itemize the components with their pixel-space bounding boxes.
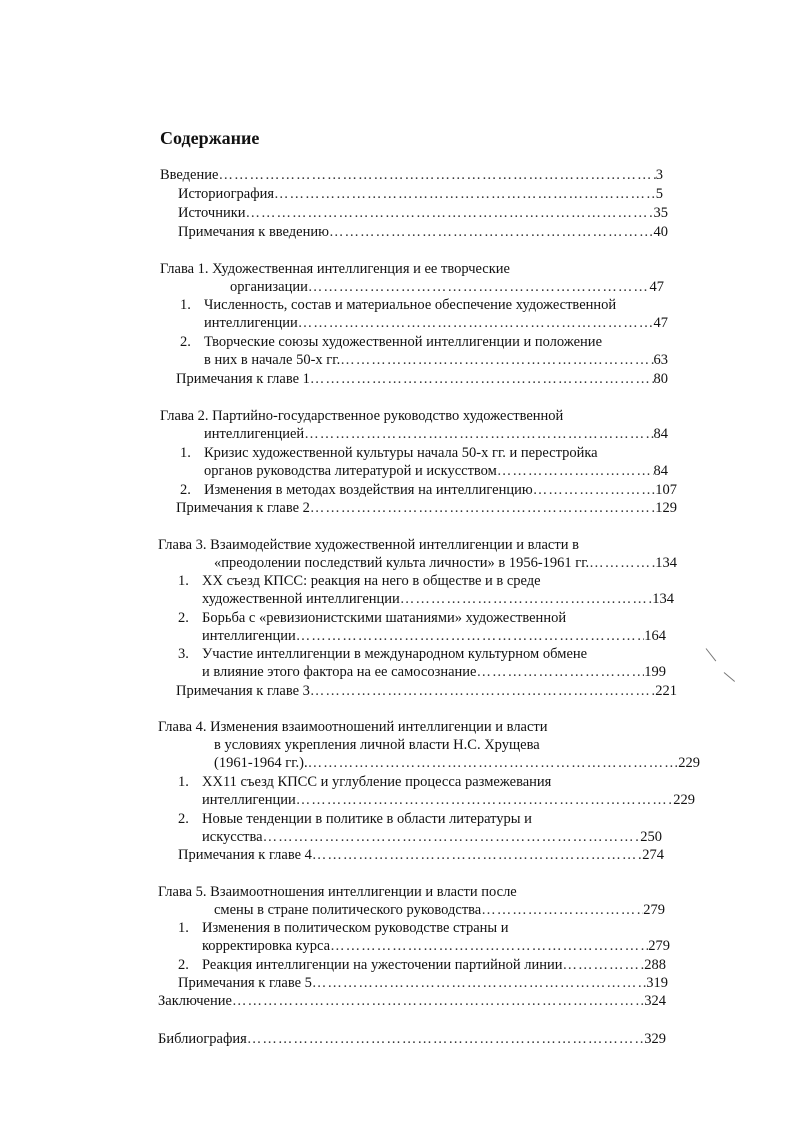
toc-dot-leader <box>296 627 644 645</box>
toc-section-number: 2. <box>178 957 189 973</box>
toc-page-number: 40 <box>653 224 668 240</box>
toc-dot-leader <box>310 499 655 517</box>
toc-dot-leader <box>340 351 653 369</box>
toc-chapter-4-section-1-cont[interactable] <box>202 791 695 809</box>
toc-entry-title: Примечания к главе 5 <box>178 975 312 991</box>
toc-entry-title: в них в начале 50-х гг. <box>204 352 341 368</box>
toc-dot-leader <box>310 682 655 700</box>
toc-dot-leader <box>563 956 645 974</box>
toc-page-number: 319 <box>646 975 668 991</box>
toc-chapter-5-notes[interactable] <box>178 974 668 992</box>
toc-page-number: 164 <box>644 628 666 644</box>
toc-chapter-4-section-1[interactable] <box>178 773 551 791</box>
toc-chapter-2-section-1[interactable] <box>180 444 598 462</box>
toc-dot-leader <box>246 204 654 222</box>
page-title: Содержание <box>160 128 260 148</box>
toc-page-number: 35 <box>653 205 668 221</box>
toc-dot-leader <box>263 828 641 846</box>
toc-entry-title: Примечания к главе 2 <box>176 500 310 516</box>
toc-chapter-2-title-cont[interactable] <box>204 425 668 443</box>
toc-chapter-1-section-1[interactable] <box>180 296 616 314</box>
toc-entry-title: Реакция интеллигенции на ужесточении партийной линии <box>202 957 563 973</box>
toc-page-number: 84 <box>653 463 668 479</box>
toc-section-number: 2. <box>178 610 189 626</box>
toc-chapter-4-title-cont[interactable]: в условиях укрепления личной власти Н.С. Хрущева <box>214 737 540 753</box>
toc-entry-title: (1961-1964 гг.). <box>214 755 308 771</box>
toc-page-number: 279 <box>648 938 670 954</box>
toc-entry-title: «преодолении последствий культа личности» в 1956-1961 гг. <box>214 555 590 571</box>
toc-page-number: 329 <box>644 1031 666 1047</box>
toc-chapter-3-title[interactable]: Глава 3. Взаимодействие художественной интеллигенции и власти в <box>158 537 579 553</box>
toc-dot-leader <box>274 185 656 203</box>
toc-chapter-3-section-3-cont[interactable] <box>202 663 666 681</box>
toc-page-number: 288 <box>644 957 666 973</box>
toc-dot-leader <box>304 425 653 443</box>
toc-entry-sources[interactable] <box>178 204 668 222</box>
toc-entry-title: интеллигенцией <box>204 426 305 442</box>
scan-mark <box>706 648 717 661</box>
toc-entry-title: Историография <box>178 186 275 202</box>
toc-page-number: 324 <box>644 993 666 1009</box>
toc-page-number: 199 <box>644 664 666 680</box>
toc-entry-title: художественной интеллигенции <box>202 591 400 607</box>
toc-entry-title: интеллигенции <box>202 792 296 808</box>
toc-page-number: 47 <box>653 315 668 331</box>
toc-page-number: 221 <box>655 683 677 699</box>
toc-section-title: XX11 съезд КПСС и углубление процесса размежевания <box>202 774 552 790</box>
toc-dot-leader <box>481 901 643 919</box>
toc-entry-title: Изменения в методах воздействия на интеллигенцию <box>204 482 533 498</box>
toc-chapter-4-section-2-cont[interactable] <box>202 828 662 846</box>
toc-chapter-3-notes[interactable] <box>176 682 677 700</box>
toc-chapter-5-section-2[interactable] <box>178 956 666 974</box>
toc-entry-title: интеллигенции <box>202 628 296 644</box>
toc-chapter-4-title[interactable]: Глава 4. Изменения взаимоотношений интеллигенции и власти <box>158 719 548 735</box>
toc-entry-title: Примечания к введению <box>178 224 329 240</box>
toc-chapter-3-section-2[interactable] <box>178 609 566 627</box>
toc-entry-title: организации <box>230 279 308 295</box>
toc-entry-introduction[interactable] <box>160 166 663 184</box>
toc-dot-leader <box>330 937 648 955</box>
toc-page-number: 229 <box>678 755 700 771</box>
toc-entry-title: интеллигенции <box>204 315 298 331</box>
toc-chapter-3-section-1[interactable] <box>178 572 541 590</box>
toc-dot-leader <box>589 554 655 572</box>
toc-entry-conclusion[interactable] <box>158 992 666 1010</box>
toc-dot-leader <box>308 278 650 296</box>
toc-chapter-2-section-2[interactable] <box>180 481 677 499</box>
toc-entry-historiography[interactable] <box>178 185 663 203</box>
toc-entry-title: Примечания к главе 4 <box>178 847 312 863</box>
toc-chapter-4-section-2[interactable] <box>178 810 532 828</box>
toc-chapter-1-section-2-cont[interactable] <box>204 351 668 369</box>
toc-section-number: 3. <box>178 646 189 662</box>
toc-section-number: 1. <box>178 573 189 589</box>
toc-entry-title: и влияние этого фактора на ее самосознание <box>202 664 477 680</box>
toc-section-number: 2. <box>178 811 189 827</box>
toc-chapter-5-section-1[interactable] <box>178 919 509 937</box>
toc-dot-leader <box>476 663 644 681</box>
toc-page-number: 229 <box>673 792 695 808</box>
toc-entry-title: корректировка курса <box>202 938 331 954</box>
toc-page-number: 274 <box>642 847 664 863</box>
toc-chapter-2-section-1-cont[interactable] <box>204 462 668 480</box>
toc-entry-title: Заключение <box>158 993 232 1009</box>
toc-section-number: 1. <box>180 297 191 313</box>
toc-dot-leader <box>312 974 646 992</box>
toc-entry-bibliography[interactable] <box>158 1030 666 1048</box>
toc-dot-leader <box>308 754 679 772</box>
toc-dot-leader <box>218 166 655 184</box>
toc-chapter-2-title[interactable]: Глава 2. Партийно-государственное руководство художественной <box>160 408 564 424</box>
toc-page-number: 129 <box>655 500 677 516</box>
toc-entry-title: смены в стране политического руководства <box>214 902 482 918</box>
toc-page-number: 84 <box>653 426 668 442</box>
toc-section-title: XX съезд КПСС: реакция на него в обществе и в среде <box>202 573 541 589</box>
toc-chapter-1-title[interactable]: Глава 1. Художественная интеллигенция и ее творческие <box>160 261 510 277</box>
toc-section-title: Участие интеллигенции в международном культурном обмене <box>202 646 588 662</box>
toc-section-number: 1. <box>180 445 191 461</box>
toc-section-title: Численность, состав и материальное обеспечение художественной <box>204 297 617 313</box>
toc-chapter-3-title-cont[interactable] <box>214 554 677 572</box>
toc-dot-leader <box>232 992 644 1010</box>
toc-section-number: 2. <box>180 334 191 350</box>
toc-dot-leader <box>497 462 654 480</box>
toc-entry-title: Введение <box>160 167 219 183</box>
toc-chapter-1-section-2[interactable] <box>180 333 602 351</box>
toc-dot-leader <box>329 223 654 241</box>
toc-dot-leader <box>247 1030 644 1048</box>
toc-dot-leader <box>533 481 656 499</box>
toc-chapter-2-notes[interactable] <box>176 499 677 517</box>
toc-entry-title: Примечания к главе 3 <box>176 683 310 699</box>
toc-chapter-5-section-1-cont[interactable] <box>202 937 670 955</box>
toc-dot-leader <box>296 791 673 809</box>
toc-page-number: 107 <box>655 482 677 498</box>
toc-entry-title: Примечания к главе 1 <box>176 371 310 387</box>
toc-entry-title: Библиография <box>158 1031 247 1047</box>
toc-section-number: 2. <box>180 482 191 498</box>
toc-chapter-1-notes[interactable] <box>176 370 668 388</box>
toc-page-number: 279 <box>643 902 665 918</box>
toc-chapter-3-section-2-cont[interactable] <box>202 627 666 645</box>
toc-section-title: Изменения в политическом руководстве страны и <box>202 920 509 936</box>
toc-entry-title: искусства <box>202 829 263 845</box>
toc-entry-title: органов руководства литературой и искусством <box>204 463 497 479</box>
toc-chapter-4-notes[interactable] <box>178 846 664 864</box>
toc-page-number: 63 <box>653 352 668 368</box>
toc-page-number: 80 <box>653 371 668 387</box>
toc-page-number: 134 <box>655 555 677 571</box>
toc-entry-title: Источники <box>178 205 246 221</box>
toc-page-number: 47 <box>649 279 664 295</box>
scan-mark <box>724 672 735 682</box>
toc-chapter-5-title-cont[interactable] <box>214 901 665 919</box>
toc-section-title: Кризис художественной культуры начала 50-х гг. и перестройка <box>204 445 598 461</box>
toc-page-number: 3 <box>655 167 663 183</box>
toc-section-title: Творческие союзы художественной интеллигенции и положение <box>204 334 602 350</box>
toc-chapter-4-title-cont-2[interactable] <box>214 754 700 772</box>
toc-page-number: 134 <box>652 591 674 607</box>
toc-section-number: 1. <box>178 920 189 936</box>
toc-chapter-1-section-1-cont[interactable] <box>204 314 668 332</box>
toc-dot-leader <box>312 846 642 864</box>
toc-section-number: 1. <box>178 774 189 790</box>
toc-entry-intro-notes[interactable] <box>178 223 668 241</box>
toc-section-title: Новые тенденции в политике в области литературы и <box>202 811 532 827</box>
toc-chapter-3-section-1-cont[interactable] <box>202 590 674 608</box>
toc-chapter-5-title[interactable]: Глава 5. Взаимоотношения интеллигенции и власти после <box>158 884 517 900</box>
toc-dot-leader <box>400 590 652 608</box>
toc-section-title: Борьба с «ревизионистскими шатаниями» художественной <box>202 610 567 626</box>
toc-chapter-1-title-cont[interactable] <box>230 278 664 296</box>
toc-page-number: 5 <box>655 186 663 202</box>
toc-page-number: 250 <box>640 829 662 845</box>
toc-chapter-3-section-3[interactable] <box>178 645 587 663</box>
toc-dot-leader <box>310 370 654 388</box>
toc-dot-leader <box>298 314 654 332</box>
